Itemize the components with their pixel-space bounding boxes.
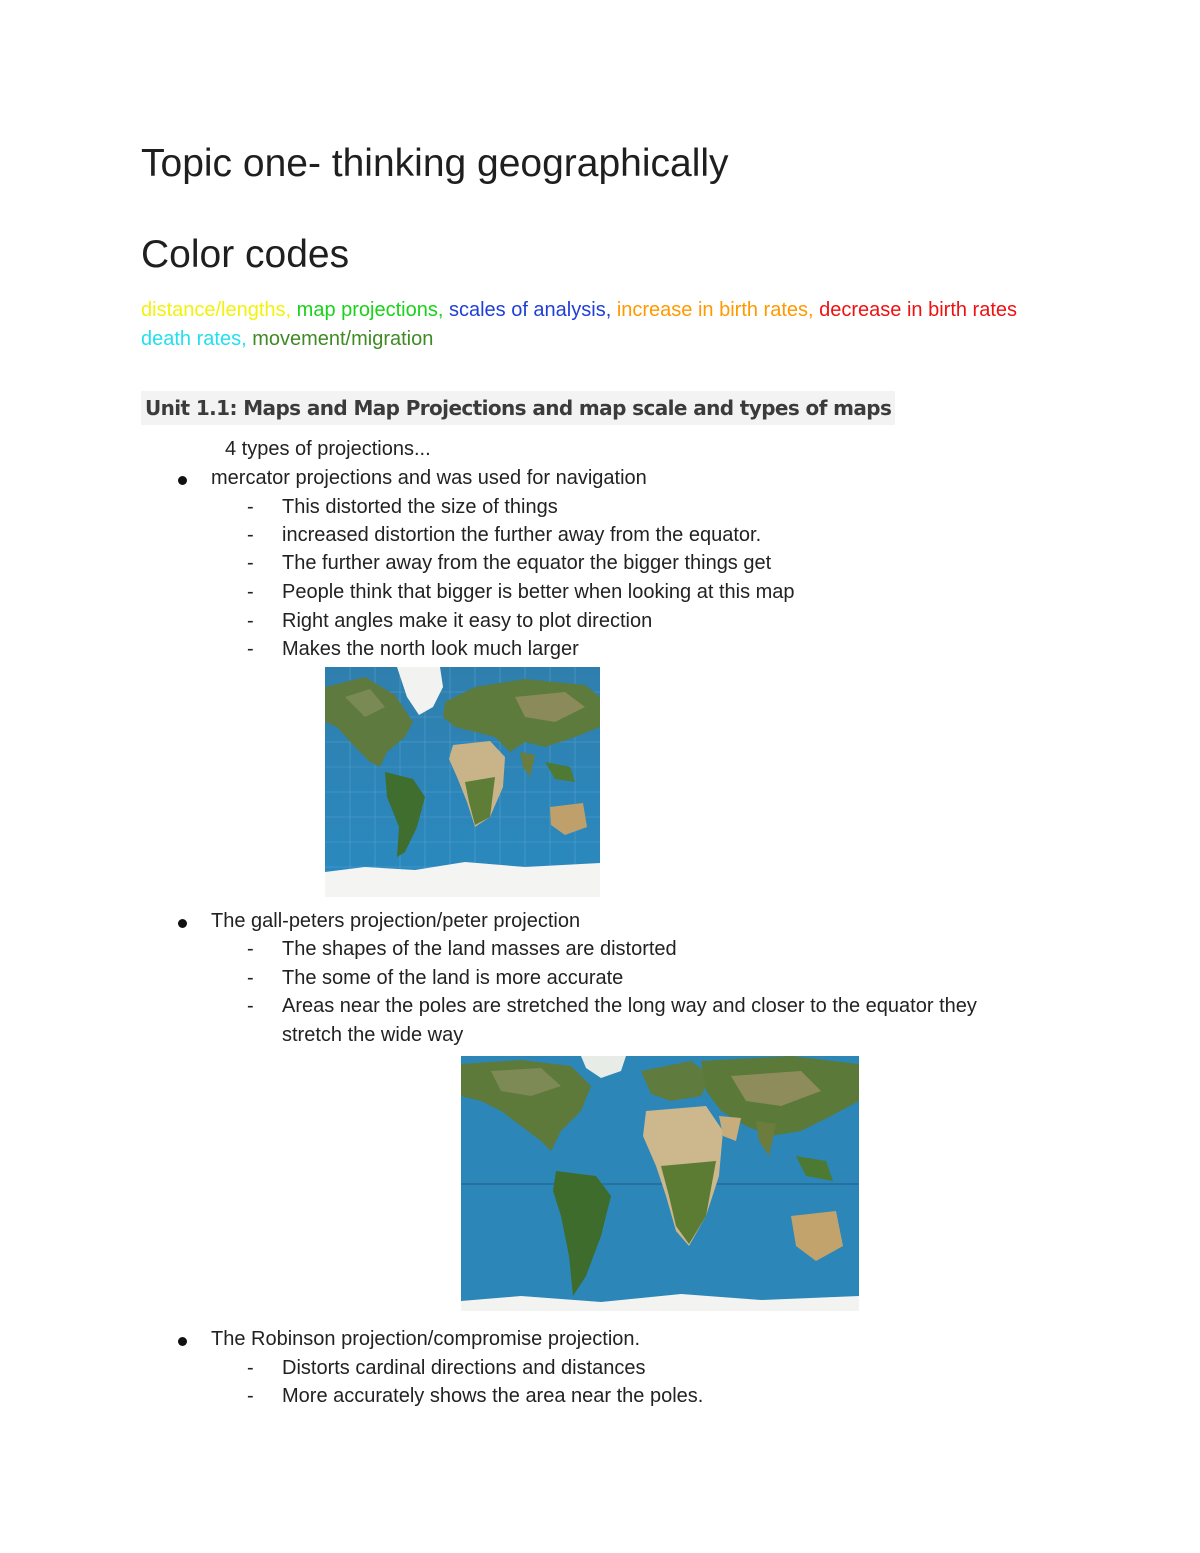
bullet-dot [178,476,187,485]
dash: - [247,610,254,632]
dash: - [247,638,254,660]
code-death-rates: death rates, [141,328,253,350]
bullet-dot [178,919,187,928]
mercator-bullet: mercator projections and was used for navigation [211,467,647,489]
dash: - [247,967,254,989]
code-scales: scales of analysis, [448,299,617,321]
code-decrease-birth: decrease in birth rates [819,299,1018,321]
mercator-point: Right angles make it easy to plot direction [282,610,653,632]
mercator-point: This distorted the size of things [282,496,558,518]
unit-heading: Unit 1.1: Maps and Map Projections and map scale and types of maps [141,391,895,425]
page-title: Topic one- thinking geographically [141,142,729,185]
robinson-point: More accurately shows the area near the poles. [282,1385,704,1407]
projections-intro: 4 types of projections... [225,438,431,460]
dash: - [247,496,254,518]
dash: - [247,524,254,546]
dash: - [247,938,254,960]
dash: - [247,581,254,603]
gall-peters-point: Areas near the poles are stretched the long way and closer to the equator they [282,995,977,1017]
dash: - [247,995,254,1017]
gall-peters-map-image [461,1056,859,1311]
dash: - [247,1385,254,1407]
mercator-point: People think that bigger is better when looking at this map [282,581,795,603]
mercator-point: Makes the north look much larger [282,638,579,660]
gall-peters-point-continued: stretch the wide way [282,1024,464,1046]
code-distance: distance/lengths, [141,299,297,321]
mercator-map-image [325,667,600,897]
robinson-point: Distorts cardinal directions and distances [282,1357,646,1379]
code-map-projections: map projections, [296,299,449,321]
color-code-legend [141,296,1061,354]
mercator-point: The further away from the equator the bigger things get [282,552,772,574]
code-increase-birth: increase in birth rates, [616,299,820,321]
gall-peters-point: The some of the land is more accurate [282,967,624,989]
gall-peters-bullet: The gall-peters projection/peter projection [211,910,581,932]
dash: - [247,552,254,574]
code-movement: movement/migration [252,328,434,350]
gall-peters-point: The shapes of the land masses are distorted [282,938,677,960]
bullet-dot [178,1337,187,1346]
robinson-bullet: The Robinson projection/compromise projection. [211,1328,641,1350]
mercator-point: increased distortion the further away from the equator. [282,524,762,546]
color-codes-heading: Color codes [141,233,350,276]
dash: - [247,1357,254,1379]
